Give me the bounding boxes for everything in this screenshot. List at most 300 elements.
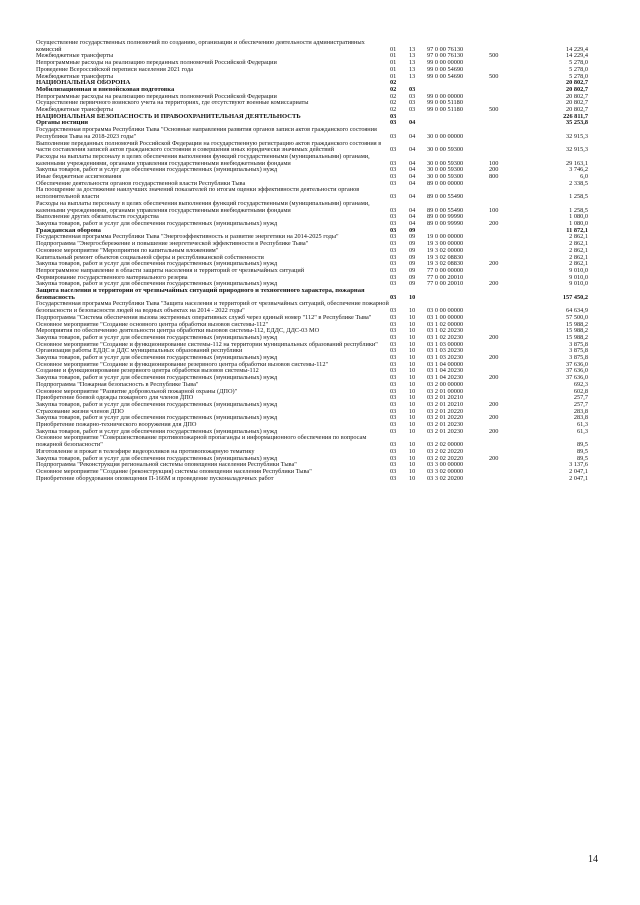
row-target-article-code <box>427 80 489 87</box>
row-subsection-code: 10 <box>409 461 416 469</box>
table-row <box>36 201 588 214</box>
row-target-article-code: 30 0 00 59300 <box>427 173 464 181</box>
row-subsection-code: 10 <box>409 414 416 422</box>
row-section-code: 03 <box>390 213 397 221</box>
row-section-code: 03 <box>390 474 397 482</box>
row-expense-type-code: 800 <box>489 173 499 181</box>
row-name: Основное мероприятие "Развитие добровольной пожарной охраны (ДПО)" <box>36 387 238 395</box>
row-subsection-code: 09 <box>409 280 416 288</box>
row-section-code: 03 <box>390 414 397 422</box>
row-amount: 89,5 <box>576 454 588 462</box>
row-expense-type-code: 200 <box>489 260 499 268</box>
row-amount: 5 278,0 <box>569 72 588 80</box>
row-target-article-code: 30 0 00 59300 <box>427 146 464 154</box>
row-target-article-code: 89 0 00 55490 <box>427 206 464 214</box>
row-name: Государственная программа Республики Тыва "Энергоэффективность и развитие энергетики на 2014-2025 годы" <box>36 233 339 241</box>
row-section-code: 03 <box>390 367 397 375</box>
row-section-code: 03 <box>390 193 397 201</box>
row-section-code: 03 <box>390 347 397 355</box>
row-target-article-code: 19 3 00 00000 <box>427 240 464 248</box>
row-section-code: 03 <box>390 206 397 214</box>
row-target-article-code: 77 0 00 20010 <box>427 280 464 288</box>
row-name: Закупка товаров, работ и услуг для обеспечения государственных (муниципальных) нужд <box>36 414 278 422</box>
row-expense-type-code <box>489 187 521 200</box>
row-name: Государственная программа Республики Тыва "Защита населения и территорий от чрезвычайных ситуаций, обеспечение пожарной безопасности и безопасности людей на водных объектах на 2014 - 2022 годы" <box>36 300 389 315</box>
table-row <box>36 221 588 228</box>
row-section-code: 03 <box>390 400 397 408</box>
row-amount: 2 862,1 <box>569 240 588 248</box>
row-section-code: 02 <box>390 79 397 87</box>
row-subsection-code: 10 <box>409 380 416 388</box>
row-expense-type-code <box>489 476 521 483</box>
row-target-article-code: 99 0 00 00000 <box>427 92 464 100</box>
row-section-code: 03 <box>390 219 397 227</box>
row-amount: 2 862,1 <box>569 233 588 241</box>
row-section-code: 03 <box>390 441 397 449</box>
row-amount: 1 258,5 <box>569 193 588 201</box>
row-name: Подпрограмма "Энергосбережение и повышение энергетической эффективности в Республике Тыва" <box>36 240 309 248</box>
row-subsection-code: 04 <box>409 119 416 127</box>
row-name: Закупка товаров, работ и услуг для обеспечения государственных (муниципальных) нужд <box>36 219 278 227</box>
row-subsection-code: 10 <box>409 360 416 368</box>
table-row <box>36 100 588 107</box>
row-expense-type-code <box>489 301 521 314</box>
row-subsection-code: 04 <box>409 166 416 174</box>
row-amount: 57 500,0 <box>565 313 588 321</box>
row-name: Основное мероприятие "Создание и функционирование резервного центра обработки вызовов системы-112" <box>36 360 329 368</box>
row-subsection-code: 04 <box>409 193 416 201</box>
row-expense-type-code: 200 <box>489 219 499 227</box>
row-target-article-code <box>427 120 489 127</box>
row-expense-type-code: 100 <box>489 159 499 167</box>
row-name: На поощрение за достижение наилучших значений показателей по итогам оценки эффективности деятельности органов исполнительной власти <box>36 186 360 201</box>
row-expense-type-code: 200 <box>489 280 499 288</box>
row-target-article-code: 03 1 03 00000 <box>427 340 464 348</box>
row-subsection-code: 04 <box>409 132 416 140</box>
row-target-article-code: 19 0 00 00000 <box>427 233 464 241</box>
row-expense-type-code: 200 <box>489 414 499 422</box>
row-target-article-code: 99 0 00 54690 <box>427 65 464 73</box>
row-amount: 20 802,7 <box>565 106 588 114</box>
row-target-article-code: 03 2 01 20210 <box>427 400 464 408</box>
row-target-article-code: 89 0 00 55490 <box>427 193 464 201</box>
row-amount: 89,5 <box>576 447 588 455</box>
row-subsection-code: 10 <box>409 387 416 395</box>
row-subsection-code: 10 <box>409 367 416 375</box>
row-target-article-code: 99 0 00 51180 <box>427 106 463 114</box>
row-name: Закупка товаров, работ и услуг для обеспечения государственных (муниципальных) нужд <box>36 400 278 408</box>
row-amount: 692,3 <box>573 380 588 388</box>
row-subsection-code: 13 <box>409 72 416 80</box>
row-amount: 5 278,0 <box>569 65 588 73</box>
row-target-article-code: 03 3 00 00000 <box>427 461 464 469</box>
row-amount: 1 080,0 <box>569 213 588 221</box>
row-section-code: 01 <box>390 45 397 53</box>
row-name: НАЦИОНАЛЬНАЯ ОБОРОНА <box>36 79 131 87</box>
row-expense-type-code: 200 <box>489 333 499 341</box>
row-amount: 20 802,7 <box>565 79 588 87</box>
row-subsection-code: 03 <box>409 92 416 100</box>
row-name: Закупка товаров, работ и услуг для обеспечения государственных (муниципальных) нужд <box>36 280 278 288</box>
row-target-article-code: 03 2 01 20220 <box>427 407 464 415</box>
row-name: Основное мероприятие "Создание (реконструкция) системы оповещения населения Республики Тыва" <box>36 468 312 475</box>
row-amount: 283,8 <box>573 407 588 415</box>
row-amount: 3 875,8 <box>569 354 588 362</box>
row-name: Основное мероприятие "Мероприятия по капитальным вложениям" <box>36 246 219 254</box>
row-target-article-code: 99 0 00 51180 <box>427 99 463 107</box>
row-name: Непрограммное направление в области защиты населения и территорий от чрезвычайных ситуаций <box>36 266 305 274</box>
row-target-article-code: 89 0 00 99990 <box>427 219 464 227</box>
row-amount: 3 875,8 <box>569 340 588 348</box>
row-name: Основное мероприятие "Создание и функционирование системы-112 на территории муниципальных образований республики" <box>36 340 378 348</box>
row-subsection-code: 04 <box>409 173 416 181</box>
row-expense-type-code: 200 <box>489 354 499 362</box>
row-name: Создание и функционирование резервного центра обработки вызовов системы-112 <box>36 367 259 375</box>
row-amount: 20 802,7 <box>565 85 588 93</box>
row-name: Закупка товаров, работ и услуг для обеспечения государственных (муниципальных) нужд <box>36 427 278 435</box>
row-amount: 257,7 <box>573 394 588 402</box>
row-section-code: 01 <box>390 72 397 80</box>
row-section-code: 03 <box>390 374 397 382</box>
row-amount: 9 010,0 <box>569 266 588 274</box>
row-expense-type-code <box>489 114 521 121</box>
row-subsection-code: 03 <box>409 99 416 107</box>
row-amount: 32 915,3 <box>565 132 588 140</box>
row-subsection-code: 10 <box>409 293 416 301</box>
row-target-article-code: 03 1 02 20230 <box>427 333 464 341</box>
row-section-code: 03 <box>390 179 397 187</box>
row-target-article-code: 19 3 02 08830 <box>427 260 464 268</box>
row-section-code: 03 <box>390 427 397 435</box>
row-name: Межбюджетные трансферты <box>36 106 114 114</box>
row-section-code: 03 <box>390 173 397 181</box>
row-target-article-code: 89 0 00 00000 <box>427 179 464 187</box>
row-section-code: 03 <box>390 307 397 315</box>
row-section-code: 03 <box>390 313 397 321</box>
row-expense-type-code <box>489 87 521 94</box>
row-name: Закупка товаров, работ и услуг для обеспечения государственных (муниципальных) нужд <box>36 166 278 174</box>
row-section-code: 03 <box>390 333 397 341</box>
row-section-code: 02 <box>390 99 397 107</box>
row-name: Непрограммные расходы на реализацию переданных полномочий Российской Федерации <box>36 92 277 100</box>
row-expense-type-code <box>489 60 521 67</box>
row-target-article-code: 03 1 04 20230 <box>427 367 464 375</box>
row-section-code: 03 <box>390 266 397 274</box>
row-name: Изготовление и прокат в телеэфире видеороликов на противопожарную тематику <box>36 447 255 455</box>
row-target-article-code: 03 1 03 20230 <box>427 354 464 362</box>
row-amount: 5 278,0 <box>569 59 588 67</box>
row-name: Основное мероприятие "Совершенствование противопожарной пропаганды и информационного обеспечения по вопросам пожарной безопасности" <box>36 434 367 449</box>
row-amount: 15 988,2 <box>565 320 588 328</box>
row-name: Мероприятия по обеспечению деятельности центра обработки вызовов системы-112, ЕДДС, ДДС-03 МО <box>36 327 320 335</box>
row-amount: 35 253,8 <box>565 119 588 127</box>
row-expense-type-code: 200 <box>489 374 499 382</box>
row-expense-type-code: 100 <box>489 206 499 214</box>
row-section-code: 03 <box>390 233 397 241</box>
row-section-code: 03 <box>390 394 397 402</box>
row-expense-type-code <box>489 127 521 140</box>
row-name: Осуществление первичного воинского учета на территориях, где отсутствуют военные комиссариаты <box>36 99 309 107</box>
row-target-article-code: 03 2 01 00000 <box>427 387 464 395</box>
row-subsection-code: 09 <box>409 266 416 274</box>
row-target-article-code: 03 2 01 20210 <box>427 394 464 402</box>
row-amount: 6,0 <box>580 173 588 181</box>
row-expense-type-code: 500 <box>489 52 499 60</box>
row-amount: 157 450,2 <box>562 293 588 301</box>
row-amount: 29 163,1 <box>565 159 588 167</box>
row-name: Иные бюджетные ассигнования <box>36 173 122 181</box>
row-section-code: 03 <box>390 421 397 429</box>
row-subsection-code: 04 <box>409 219 416 227</box>
row-section-code: 03 <box>390 112 397 120</box>
row-section-code: 03 <box>390 226 397 234</box>
row-subsection-code: 09 <box>409 246 416 254</box>
row-expense-type-code <box>489 94 521 101</box>
row-target-article-code: 89 0 00 99990 <box>427 213 464 221</box>
row-target-article-code: 77 0 00 00000 <box>427 266 464 274</box>
row-subsection-code: 04 <box>409 179 416 187</box>
row-amount: 3 875,8 <box>569 347 588 355</box>
row-subsection-code: 04 <box>409 159 416 167</box>
row-name: Закупка товаров, работ и услуг для обеспечения государственных (муниципальных) нужд <box>36 333 278 341</box>
row-amount: 3 137,6 <box>569 461 588 469</box>
row-subsection-code: 13 <box>409 65 416 73</box>
row-amount: 2 047,1 <box>569 474 588 482</box>
row-subsection-code: 09 <box>409 253 416 261</box>
row-expense-type-code <box>489 181 521 188</box>
row-name: Обеспечение деятельности органов государственной власти Республики Тыва <box>36 179 246 187</box>
row-name: Приобретение пожарно-технического вооружения для ДПО <box>36 421 197 429</box>
page-number: 14 <box>588 854 598 865</box>
row-expense-type-code <box>489 228 521 235</box>
row-amount: 2 047,1 <box>569 468 588 475</box>
row-expense-type-code <box>489 469 521 476</box>
row-subsection-code: 10 <box>409 427 416 435</box>
row-target-article-code: 03 1 00 00000 <box>427 313 464 321</box>
row-section-code: 03 <box>390 146 397 154</box>
row-target-article-code: 19 3 02 00000 <box>427 246 464 254</box>
row-amount: 11 872,1 <box>566 226 588 234</box>
row-amount: 15 988,2 <box>565 327 588 335</box>
row-section-code: 03 <box>390 119 397 127</box>
row-name: Страхование жизни членов ДПО <box>36 407 124 415</box>
row-amount: 257,7 <box>573 400 588 408</box>
row-subsection-code: 10 <box>409 320 416 328</box>
row-expense-type-code <box>489 248 521 255</box>
row-target-article-code: 03 3 02 20200 <box>427 474 464 482</box>
row-amount: 9 010,0 <box>569 273 588 281</box>
table-row <box>36 301 588 314</box>
table-row <box>36 127 588 140</box>
row-expense-type-code: 200 <box>489 166 499 174</box>
row-subsection-code: 04 <box>409 206 416 214</box>
row-subsection-code: 09 <box>409 240 416 248</box>
row-target-article-code <box>427 114 489 121</box>
table-row <box>36 476 588 483</box>
row-name: Защита населения и территории от чрезвычайных ситуаций природного и техногенного характера, пожарная безопасность <box>36 287 365 301</box>
row-section-code: 03 <box>390 280 397 288</box>
row-name: Выполнение переданных полномочий Российской Федерации на государственную регистрацию актов гражданского состояния в части составления записей актов гражданского состояния и совершения иных юридически значимых действий <box>36 139 382 154</box>
row-expense-type-code <box>489 241 521 248</box>
row-amount: 15 988,2 <box>565 333 588 341</box>
row-section-code: 03 <box>390 447 397 455</box>
row-name: Межбюджетные трансферты <box>36 52 114 60</box>
budget-table <box>36 40 588 482</box>
row-subsection-code: 10 <box>409 468 416 475</box>
row-section-code: 03 <box>390 454 397 462</box>
row-subsection-code: 10 <box>409 307 416 315</box>
row-subsection-code: 10 <box>409 441 416 449</box>
row-expense-type-code: 500 <box>489 72 499 80</box>
row-target-article-code: 03 2 02 20220 <box>427 454 464 462</box>
row-expense-type-code <box>489 120 521 127</box>
row-expense-type-code: 200 <box>489 400 499 408</box>
row-expense-type-code <box>489 234 521 241</box>
row-expense-type-code <box>489 322 521 329</box>
row-subsection-code: 13 <box>409 59 416 67</box>
row-target-article-code: 97 0 00 76130 <box>427 45 464 53</box>
row-amount: 9 010,0 <box>569 280 588 288</box>
row-expense-type-code: 200 <box>489 454 499 462</box>
row-amount: 2 862,1 <box>569 253 588 261</box>
row-subsection-code: 10 <box>409 354 416 362</box>
table-row <box>36 288 588 301</box>
row-expense-type-code: 500 <box>489 106 499 114</box>
row-subsection-code: 04 <box>409 146 416 154</box>
table-row <box>36 141 588 154</box>
row-name: Проведение Всероссийской переписи населения 2021 года <box>36 65 194 73</box>
row-subsection-code: 13 <box>409 45 416 53</box>
row-subsection-code: 10 <box>409 327 416 335</box>
row-section-code: 03 <box>390 246 397 254</box>
row-subsection-code: 10 <box>409 474 416 482</box>
row-target-article-code: 03 3 02 00000 <box>427 468 464 475</box>
row-amount: 37 636,0 <box>565 360 588 368</box>
row-target-article-code <box>427 288 489 301</box>
row-expense-type-code <box>489 80 521 87</box>
row-name: Подпрограмма "Реконструкция региональной системы оповещения населения Республики Тыва" <box>36 461 297 469</box>
row-amount: 20 802,7 <box>565 92 588 100</box>
budget-table-body <box>36 40 588 482</box>
row-section-code: 03 <box>390 354 397 362</box>
row-amount: 64 634,9 <box>565 307 588 315</box>
row-target-article-code: 19 3 02 08830 <box>427 253 464 261</box>
row-subsection-code: 10 <box>409 447 416 455</box>
row-section-code: 03 <box>390 273 397 281</box>
row-amount: 89,5 <box>576 441 588 449</box>
row-section-code: 01 <box>390 52 397 60</box>
row-subsection-code: 10 <box>409 374 416 382</box>
row-name: Выполнение других обязательств государства <box>36 213 159 221</box>
row-subsection-code: 10 <box>409 333 416 341</box>
row-expense-type-code <box>489 288 521 301</box>
row-section-code: 03 <box>390 253 397 261</box>
row-name: Закупка товаров, работ и услуг для обеспечения государственных (муниципальных) нужд <box>36 354 278 362</box>
row-expense-type-code <box>489 40 521 53</box>
row-amount: 2 338,5 <box>569 179 588 187</box>
row-target-article-code: 03 0 00 00000 <box>427 307 464 315</box>
row-amount: 37 636,0 <box>565 374 588 382</box>
row-name: Государственная программа Республики Тыва "Основные направления развития органов записи актов гражданского состояния Республики Тыва на 2018-2023 годы" <box>36 126 377 140</box>
row-expense-type-code <box>489 389 521 396</box>
row-name: Приобретение боевой одежды пожарного для членов ДПО <box>36 394 194 402</box>
row-target-article-code: 99 0 00 00000 <box>427 59 464 67</box>
row-section-code: 03 <box>390 468 397 475</box>
row-section-code: 03 <box>390 166 397 174</box>
row-subsection-code: 10 <box>409 400 416 408</box>
row-section-code: 03 <box>390 159 397 167</box>
row-target-article-code: 30 0 00 59300 <box>427 159 464 167</box>
table-row <box>36 40 588 53</box>
row-name: Расходы на выплаты персоналу в целях обеспечения выполнения функций государственными (муниципальными) органами, казенными учреждениями, органами управления государственными внебюджетными фондами <box>36 199 370 214</box>
row-expense-type-code <box>489 362 521 369</box>
row-section-code: 03 <box>390 360 397 368</box>
row-name: Органы юстиции <box>36 119 89 127</box>
row-expense-type-code: 200 <box>489 427 499 435</box>
row-section-code: 03 <box>390 407 397 415</box>
row-amount: 2 862,1 <box>569 260 588 268</box>
row-subsection-code: 09 <box>409 233 416 241</box>
row-name: Подпрограмма "Система обеспечения вызова экстренных оперативных служб через единый номер "112" в Республике Тыва" <box>36 313 372 321</box>
row-subsection-code: 10 <box>409 407 416 415</box>
row-amount: 61,3 <box>576 427 588 435</box>
row-section-code: 03 <box>390 387 397 395</box>
row-expense-type-code <box>489 342 521 349</box>
row-amount: 37 636,0 <box>565 367 588 375</box>
row-name: НАЦИОНАЛЬНАЯ БЕЗОПАСНОСТЬ И ПРАВООХРАНИТЕЛЬНАЯ ДЕЯТЕЛЬНОСТЬ <box>36 112 301 120</box>
row-amount: 1 258,5 <box>569 206 588 214</box>
row-amount: 32 915,3 <box>565 146 588 154</box>
row-section-code: 02 <box>390 85 397 93</box>
row-target-article-code: 03 2 01 20230 <box>427 427 464 435</box>
row-amount: 14 229,4 <box>565 52 588 60</box>
row-section-code: 03 <box>390 132 397 140</box>
row-target-article-code: 03 2 00 00000 <box>427 380 464 388</box>
row-target-article-code: 03 1 04 20230 <box>427 374 464 382</box>
row-name: Осуществление государственных полномочий по созданию, организации и обеспечению деятельности административных комиссий <box>36 39 365 53</box>
row-expense-type-code <box>489 435 521 448</box>
row-section-code: 02 <box>390 106 397 114</box>
row-target-article-code: 77 0 00 20010 <box>427 273 464 281</box>
row-subsection-code: 09 <box>409 226 416 234</box>
row-subsection-code: 13 <box>409 52 416 60</box>
row-subsection-code: 03 <box>409 85 416 93</box>
row-section-code: 03 <box>390 340 397 348</box>
row-section-code: 03 <box>390 380 397 388</box>
row-expense-type-code <box>489 268 521 275</box>
row-subsection-code: 10 <box>409 347 416 355</box>
row-subsection-code: 10 <box>409 454 416 462</box>
row-name: Основное мероприятие "Создание основного центра обработки вызовов системы-112" <box>36 320 269 328</box>
row-target-article-code: 30 0 00 59300 <box>427 166 464 174</box>
row-section-code: 03 <box>390 240 397 248</box>
row-section-code: 02 <box>390 92 397 100</box>
row-amount: 602,8 <box>573 387 588 395</box>
row-target-article-code: 03 2 01 20230 <box>427 421 464 429</box>
row-name: Межбюджетные трансферты <box>36 72 114 80</box>
row-subsection-code: 04 <box>409 213 416 221</box>
row-subsection-code: 09 <box>409 273 416 281</box>
row-target-article-code: 03 2 01 20220 <box>427 414 464 422</box>
row-subsection-code: 10 <box>409 421 416 429</box>
row-amount: 226 811,7 <box>563 112 588 120</box>
table-row <box>36 187 588 200</box>
row-name: Мобилизационная и вневойсковая подготовка <box>36 85 175 93</box>
row-amount: 3 746,2 <box>569 166 588 174</box>
row-target-article-code: 30 0 00 00000 <box>427 132 464 140</box>
row-target-article-code: 03 1 04 00000 <box>427 360 464 368</box>
row-expense-type-code <box>489 382 521 389</box>
